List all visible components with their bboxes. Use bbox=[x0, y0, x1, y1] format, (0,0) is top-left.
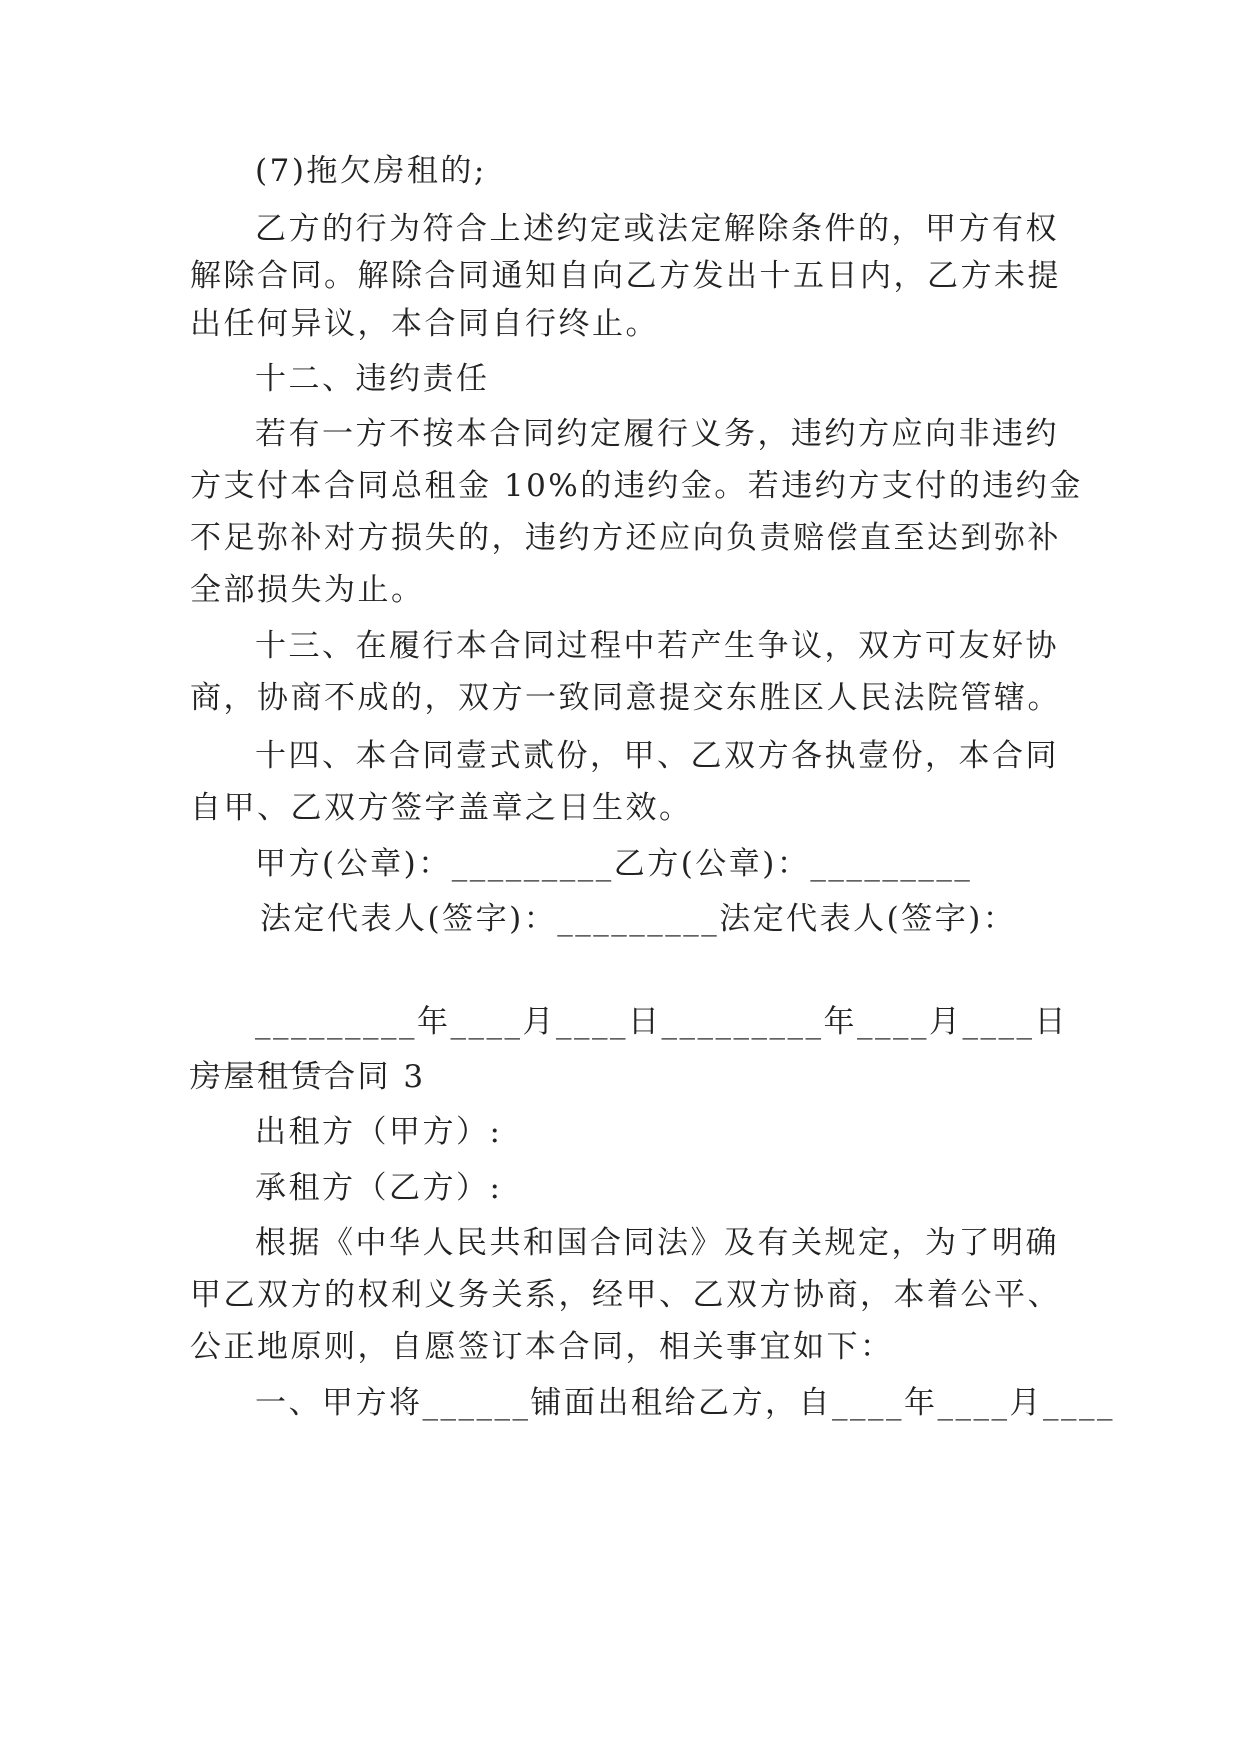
signature-line-seal: 甲方(公章)：_________乙方(公章)：_________ bbox=[255, 846, 973, 882]
clause-item-7: (7)拖欠房租的; bbox=[255, 153, 487, 189]
paragraph-line: 甲乙双方的权利义务关系，经甲、乙双方协商，本着公平、 bbox=[190, 1277, 1061, 1313]
clause-one-line: 一、甲方将______铺面出租给乙方，自____年____月____ bbox=[255, 1385, 1115, 1421]
lessee-line: 承租方（乙方）: bbox=[255, 1170, 503, 1206]
paragraph-line: 根据《中华人民共和国合同法》及有关规定，为了明确 bbox=[255, 1225, 1059, 1261]
paragraph-line: 自甲、乙双方签字盖章之日生效。 bbox=[190, 790, 693, 826]
paragraph-line: 商，协商不成的，双方一致同意提交东胜区人民法院管辖。 bbox=[190, 680, 1061, 716]
section-heading: 十二、违约责任 bbox=[255, 361, 490, 397]
paragraph-line: 方支付本合同总租金 10%的违约金。若违约方支付的违约金 bbox=[190, 468, 1083, 504]
paragraph-line: 解除合同。解除合同通知自向乙方发出十五日内，乙方未提 bbox=[190, 258, 1061, 294]
paragraph-line: 公正地原则，自愿签订本合同，相关事宜如下： bbox=[190, 1329, 894, 1365]
paragraph-line: 若有一方不按本合同约定履行义务，违约方应向非违约 bbox=[255, 416, 1059, 452]
paragraph-line: 不足弥补对方损失的，违约方还应向负责赔偿直至达到弥补 bbox=[190, 520, 1061, 556]
paragraph-line: 全部损失为止。 bbox=[190, 572, 425, 608]
paragraph-line: 乙方的行为符合上述约定或法定解除条件的，甲方有权 bbox=[255, 211, 1059, 247]
paragraph-line: 十四、本合同壹式贰份，甲、乙双方各执壹份，本合同 bbox=[255, 738, 1059, 774]
signature-line-representative: 法定代表人(签字)：_________法定代表人(签字)： bbox=[260, 901, 1017, 937]
paragraph-line: 出任何异议，本合同自行终止。 bbox=[190, 306, 659, 342]
contract-title: 房屋租赁合同 3 bbox=[190, 1059, 426, 1095]
paragraph-line: 十三、在履行本合同过程中若产生争议，双方可友好协 bbox=[255, 628, 1059, 664]
date-line: _________年____月____日_________年____月____日 bbox=[255, 1004, 1068, 1040]
lessor-line: 出租方（甲方）: bbox=[255, 1114, 503, 1150]
